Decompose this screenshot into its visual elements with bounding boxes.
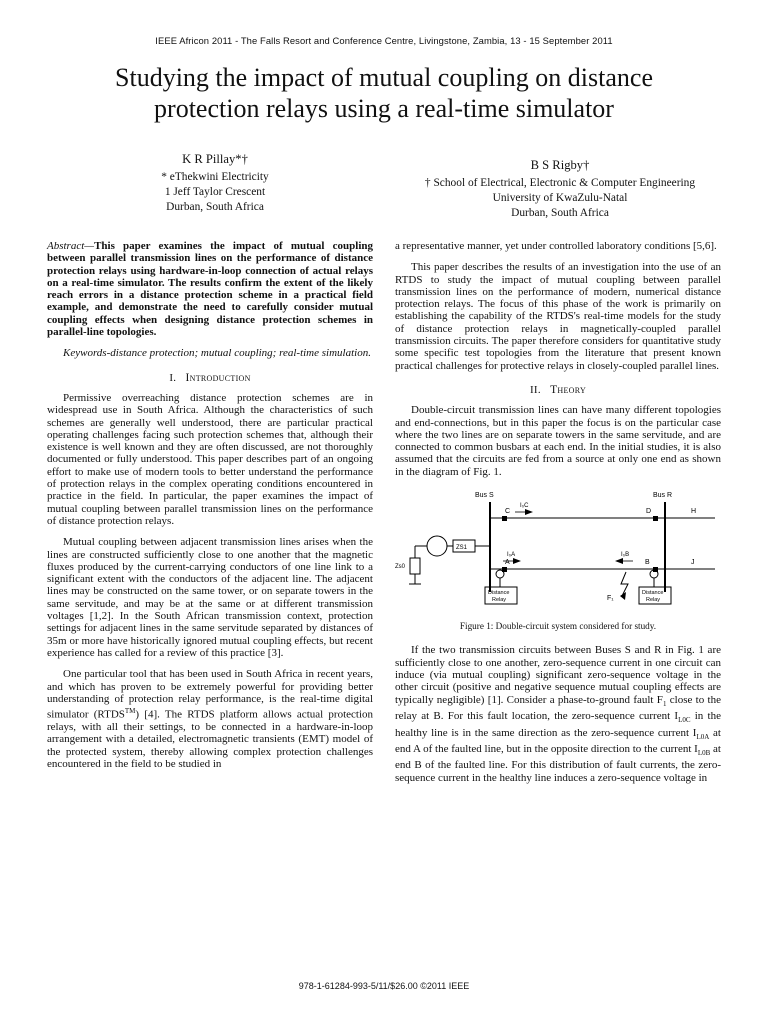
- node-d-marker: [653, 516, 658, 521]
- intro-paragraph-3-part-1: One particular tool that has been used in South Africa in recent years, and which has proven to be extremely powerful for providing better understanding of protection relay performance, is the real-time digital simulator (RTDS: [47, 668, 373, 721]
- author-block-1: [95, 152, 335, 215]
- current-0c-label: I₀C: [520, 503, 529, 510]
- right-paragraph-continued: a representative manner, yet under controlled laboratory conditions [5,6].: [395, 240, 717, 252]
- sub-4: L0B: [697, 749, 711, 758]
- node-a-marker: [502, 567, 507, 572]
- abstract-label: Abstract—: [47, 240, 95, 252]
- theory-text-3: in the healthy line is in the same direction as the zero-sequence current I: [395, 710, 721, 739]
- figure-1: [395, 488, 721, 614]
- author-name-2: B S Rigby†: [530, 158, 590, 172]
- author-address-1: 1 Jeff Taylor Crescent: [164, 186, 266, 198]
- zs0-impedance: [410, 558, 420, 574]
- section-title: Theory: [550, 383, 587, 396]
- page-footer: 978-1-61284-993-5/11/$26.00 ©2011 IEEE: [298, 981, 470, 991]
- section-title: Introduction: [185, 371, 251, 384]
- sub-3: L0A: [696, 732, 710, 741]
- node-c-marker: [502, 516, 507, 521]
- section-number: II.: [529, 383, 541, 396]
- abstract-text: This paper examines the impact of mutual coupling between parallel transmission lines on the performance of distance protection relays using hardware-in-loop connection of actual relays on a real-time simulator. The results confirm the extent of the likely reach errors in a distance protection scheme in a practical field example, and demonstrate the need to carefully consider mutual coupling effects when designing distance protection schemes in parallel-line topologies.: [47, 240, 373, 339]
- zs1-label: ZS1: [456, 545, 468, 552]
- trademark-sup: TM: [124, 707, 136, 716]
- intro-paragraph-2: Mutual coupling between adjacent transmission lines arises when the lines are constructed sufficiently close to one another that the magnetic fluxes produced by the current-carrying conductors of one line link to a significant extent with the conductors of the adjacent line. The adjacent lines may be constructed on the same tower, or on separate towers in the same servitude, and may be at the same or at different transmission voltages [1,2]. In the South African transmission context, protection settings for adjacent lines in the same servitude separated by distances of 35m or more have historically ignored mutual coupling effects, but recent experience has called for a review of this practice [3].: [47, 536, 373, 659]
- author-affiliation-1: * eThekwini Electricity: [161, 171, 269, 183]
- theory-text-1: If the two transmission circuits between Buses S and R in Fig. 1 are sufficiently close to one another, zero-sequence current in one circuit can induce (via mutual coupling) significant zero-sequence voltage in the other circuit (positive and negative sequence mutual coupling effects are typically negligible) [1]. Consider a phase-to-ground fault F: [395, 644, 721, 706]
- current-arrow-0a: [513, 558, 521, 564]
- double-circuit-diagram: [395, 488, 721, 614]
- sub-2: L0C: [678, 716, 691, 725]
- figure-caption: Figure 1: Double-circuit system considered for study.: [459, 621, 657, 632]
- node-j-label: J: [691, 559, 695, 567]
- intro-paragraph-3: [47, 668, 373, 770]
- node-h-label: H: [691, 508, 697, 516]
- bus-r-label: Bus R: [653, 492, 673, 500]
- bus-s-label: Bus S: [475, 492, 494, 500]
- author-affiliation-2: † School of Electrical, Electronic & Computer Engineering: [424, 177, 696, 189]
- node-a-label: A: [505, 559, 510, 567]
- relay-a-label-1: Distance: [488, 590, 510, 597]
- theory-text-4: at end A of the faulted line, but in the opposite direction to the current I: [395, 726, 721, 755]
- relay-a-label-2: Relay: [492, 597, 507, 604]
- author-address-2: University of KwaZulu-Natal: [492, 192, 628, 204]
- source-icon: [427, 536, 447, 556]
- author-name-1: K R Pillay*†: [182, 152, 248, 166]
- current-0a-label: I₀A: [507, 552, 516, 559]
- sub-1: 1: [662, 699, 667, 708]
- theory-paragraph-2: [395, 644, 721, 784]
- abstract: [47, 240, 373, 338]
- theory-text-5: at end B of the faulted line. For this distribution of fault currents, the zero-sequence current in the healthy line induces a zero-sequence voltage in: [395, 742, 721, 784]
- theory-text-2: close to the relay at B. For this fault location, the zero-sequence current I: [395, 693, 721, 723]
- author-city-1: Durban, South Africa: [166, 201, 264, 213]
- right-column: [395, 240, 721, 784]
- current-arrow-0c: [525, 509, 533, 515]
- intro-paragraph-3-part-2: ) [4]. The RTDS platform allows actual protection relays, with all their settings, to be connected in a hardware-in-loop arrangement with a detailed, electromagnetic transients (EMT) model of the protected system, thereby allowing complex protection challenges encountered in the field to be studied in: [47, 708, 374, 770]
- theory-paragraph-1: Double-circuit transmission lines can have many different topologies and end-connections, but in this paper the focus is on the particular case where the two lines are on separate towers in the same servitude, and are connected to common busbars at each end. In the initial studies, it is also assumed that the circuits are fed from a source at only one end as shown in the diagram of Fig. 1.: [395, 404, 721, 478]
- intro-paragraph-1: Permissive overreaching distance protection schemes are in widespread use in South Africa. Although the characteristics of such schemes are generally well understood, there are particular practical operating challenges facing such protection schemes that, although their existence is well known and they are often discussed, are not thoroughly documented or fully understood. This paper describes part of an ongoing effort to make use of modern tools to better understand the performance of protection relays in the complex operating conditions encountered in practice in the field. In particular, the paper examines the impact of mutual coupling between parallel transmission lines on the performance of distance protection relays.: [47, 391, 373, 527]
- current-0b-label: I₀B: [621, 552, 630, 559]
- current-arrow-0b: [615, 558, 623, 564]
- author-block-2: [395, 158, 725, 221]
- relay-b-label-2: Relay: [646, 597, 661, 604]
- relay-b-label-1: Distance: [642, 590, 664, 597]
- node-b-label: B: [645, 559, 650, 567]
- keywords: Keywords-distance protection; mutual coupling; real-time simulation.: [63, 347, 371, 360]
- section-number: I.: [169, 371, 177, 384]
- right-paragraph-1: This paper describes the results of an investigation into the use of an RTDS to study the impact of mutual coupling between parallel transmission lines on the performance of modern, numerical distance protection relays. The focus of this phase of the work is primarily on establishing the capability of the RTDS's real-time models for the study of distance protection relays in magnetically-coupled parallel transmission circuits. The paper therefore considers for quantitative study some specific test topologies from the literature that present known practical challenges for protective relays in closely-coupled parallel lines.: [395, 261, 721, 372]
- section-heading-introduction: [47, 372, 373, 384]
- node-d-label: D: [646, 508, 652, 516]
- zs0-label: Zs0: [395, 564, 406, 571]
- fault-bolt-icon: [621, 572, 628, 596]
- conference-header: IEEE Africon 2011 - The Falls Resort and Conference Centre, Livingstone, Zambia, 13 - 15 September 2011: [155, 35, 613, 46]
- paper-title: Studying the impact of mutual coupling on distance protection relays using a real-time simulator: [115, 63, 653, 123]
- author-city-2: Durban, South Africa: [511, 207, 609, 219]
- node-b-marker: [653, 567, 658, 572]
- section-heading-theory: [395, 384, 721, 396]
- node-c-label: C: [505, 508, 511, 516]
- fault-label: F₁: [607, 595, 614, 603]
- left-column: [47, 240, 373, 770]
